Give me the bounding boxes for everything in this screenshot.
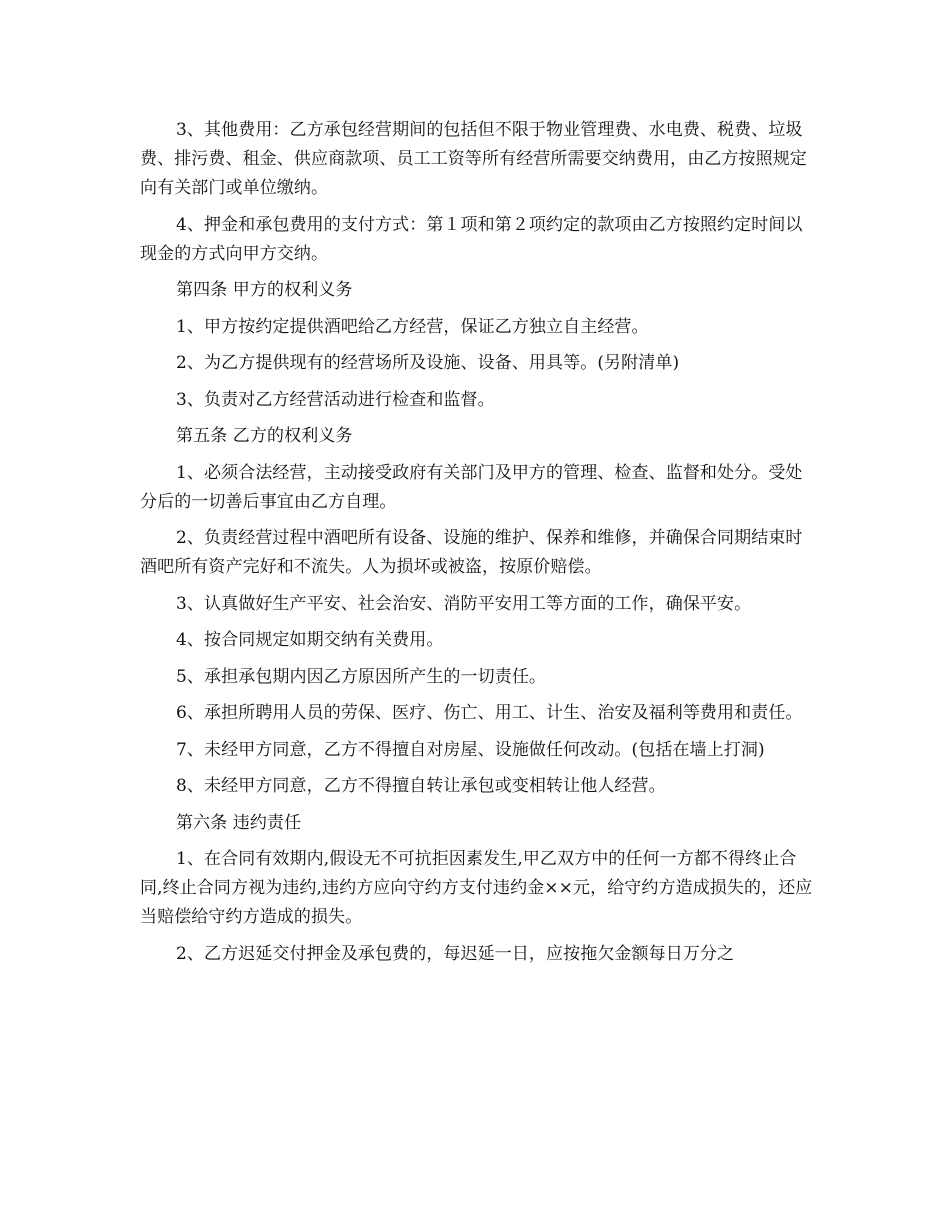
- paragraph-party-b-item-2: 2、负责经营过程中酒吧所有设备、设施的维护、保养和维修，并确保合同期结束时酒吧所有资产完好和不流失。人为损坏或被盗，按原价赔偿。: [140, 528, 803, 577]
- paragraph-party-b-item-8: 8、未经甲方同意，乙方不得擅自转让承包或变相转让他人经营。: [176, 776, 666, 796]
- paragraph-other-fees: 3、其他费用：乙方承包经营期间的包括但不限于物业管理费、水电费、税费、垃圾费、排污费、租金、供应商款项、员工工资等所有经营所需要交纳费用，由乙方按照规定向有关部门或单位缴纳。: [140, 120, 807, 198]
- paragraph-party-b-item-5: 5、承担承包期内因乙方原因所产生的一切责任。: [176, 666, 547, 687]
- document-body: [140, 116, 815, 976]
- paragraph-party-b-item-7: 7、未经甲方同意，乙方不得擅自对房屋、设施做任何改动。(包括在墙上打洞): [176, 739, 765, 760]
- paragraph-breach-item-1: 1、在合同有效期内,假设无不可抗拒因素发生,甲乙双方中的任何一方都不得终止合同,终止合同方视为违约,违约方应向守约方支付违约金××元，给守约方造成损失的，还应当赔偿给守约方造成的损失。: [140, 849, 813, 927]
- section-heading-party-b-rights: 第五条 乙方的权利义务: [176, 426, 353, 446]
- paragraph-party-a-item-3: 3、负责对乙方经营活动进行检查和监督。: [176, 389, 495, 410]
- paragraph-breach-item-2: 2、乙方迟延交付押金及承包费的，每迟延一日，应按拖欠金额每日万分之: [176, 943, 735, 964]
- paragraph-payment-method: 4、押金和承包费用的支付方式：第１项和第２项约定的款项由乙方按照约定时间以现金的方式向甲方交纳。: [140, 214, 803, 264]
- paragraph-party-b-item-1: 1、必须合法经营，主动接受政府有关部门及甲方的管理、检查、监督和处分。受处分后的一切善后事宜由乙方自理。: [140, 462, 803, 512]
- paragraph-party-a-item-2: 2、为乙方提供现有的经营场所及设施、设备、用具等。(另附清单): [176, 353, 680, 373]
- section-heading-breach-liability: 第六条 违约责任: [176, 812, 302, 833]
- section-heading-party-a-rights: 第四条 甲方的权利义务: [176, 280, 353, 300]
- paragraph-party-b-item-6: 6、承担所聘用人员的劳保、医疗、伤亡、用工、计生、治安及福利等费用和责任。: [176, 703, 803, 723]
- paragraph-party-b-item-4: 4、按合同规定如期交纳有关费用。: [176, 630, 444, 650]
- paragraph-party-b-item-3: 3、认真做好生产平安、社会治安、消防平安用工等方面的工作，确保平安。: [176, 593, 752, 614]
- paragraph-party-a-item-1: 1、甲方按约定提供酒吧给乙方经营，保证乙方独立自主经营。: [176, 316, 649, 337]
